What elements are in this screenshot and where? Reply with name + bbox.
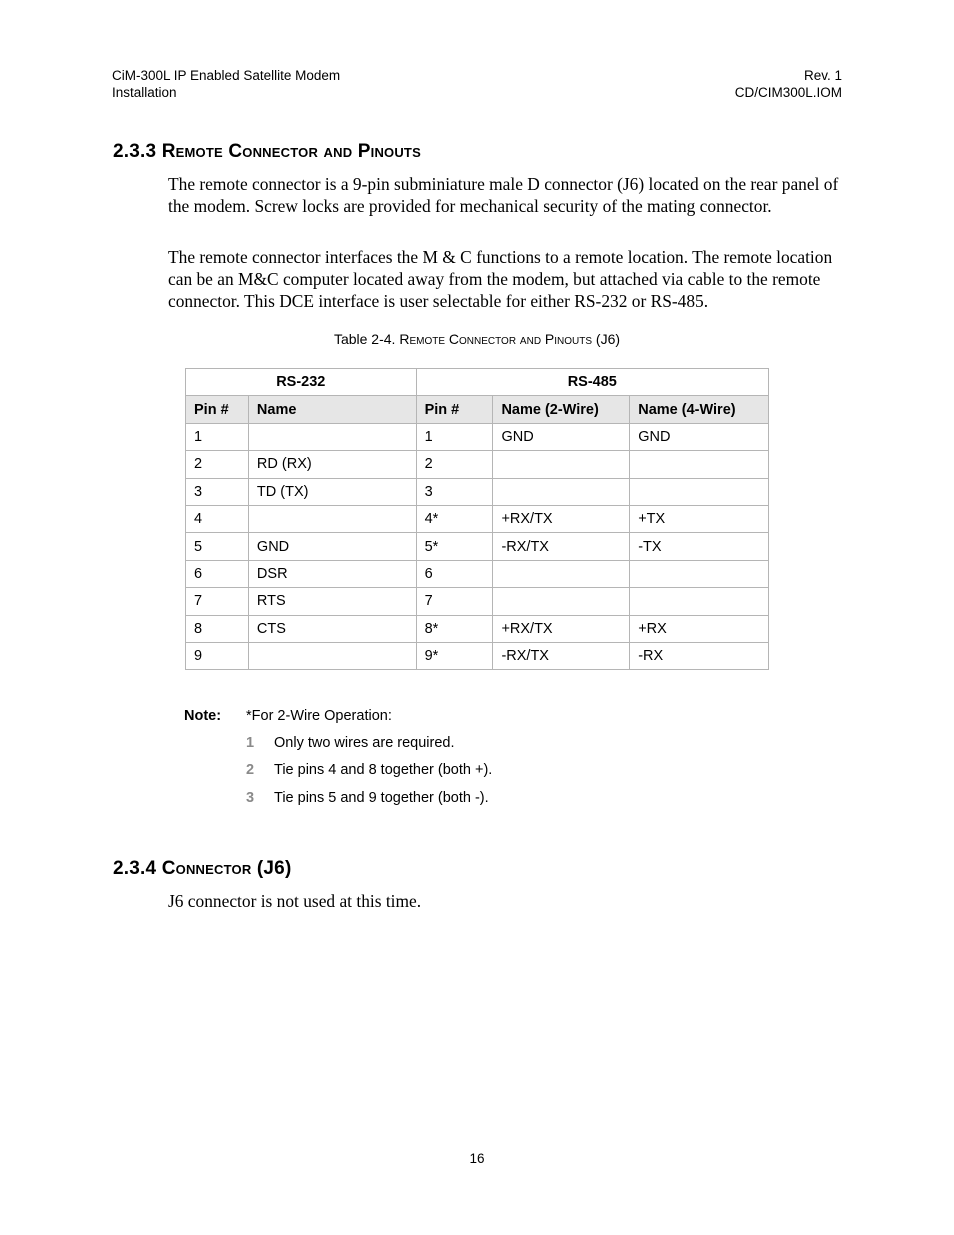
column-header: Pin # — [416, 396, 493, 423]
table-cell: 8 — [186, 615, 249, 642]
table-cell: RTS — [248, 588, 416, 615]
table-group-header-row — [186, 369, 769, 396]
table-row — [186, 423, 769, 450]
table-cell — [493, 451, 630, 478]
table-cell — [248, 423, 416, 450]
table-cell: GND — [630, 423, 769, 450]
table-caption — [0, 331, 954, 347]
table-cell: +TX — [630, 505, 769, 532]
table-row — [186, 451, 769, 478]
list-text: Tie pins 5 and 9 together (both -). — [274, 790, 489, 806]
table-cell: 1 — [416, 423, 493, 450]
pinout-table — [185, 368, 769, 670]
list-number: 1 — [246, 735, 255, 751]
section-heading-remote-connector: 2.3.3 Remote Connector and Pinouts — [113, 141, 421, 162]
paragraph-text: J6 connector is not used at this time. — [168, 891, 422, 911]
table-cell: +RX/TX — [493, 615, 630, 642]
table-row — [186, 533, 769, 560]
note-list-item — [246, 762, 492, 778]
paragraph-j6-note — [168, 890, 844, 912]
table-cell: CTS — [248, 615, 416, 642]
paragraph-connector-description — [168, 173, 844, 217]
note-list-item — [246, 735, 455, 751]
header-document-id: CD/CIM300L.IOM — [734, 85, 842, 100]
table-cell: 9* — [416, 642, 493, 669]
list-number: 3 — [246, 790, 255, 806]
table-cell: TD (TX) — [248, 478, 416, 505]
table-cell: -RX/TX — [493, 642, 630, 669]
table-cell: 6 — [186, 560, 249, 587]
table-cell — [630, 588, 769, 615]
table-cell: 6 — [416, 560, 493, 587]
list-text: Tie pins 4 and 8 together (both +). — [274, 762, 493, 778]
table-cell: 7 — [186, 588, 249, 615]
list-number: 2 — [246, 762, 255, 778]
table-cell — [248, 642, 416, 669]
table-cell: RD (RX) — [248, 451, 416, 478]
list-text: Only two wires are required. — [274, 735, 455, 751]
table-cell — [630, 560, 769, 587]
table-cell: +RX/TX — [493, 505, 630, 532]
table-row — [186, 478, 769, 505]
page-number: 16 — [469, 1151, 485, 1166]
table-cell: GND — [493, 423, 630, 450]
table-cell: 5 — [186, 533, 249, 560]
table-row — [186, 615, 769, 642]
paragraph-text: The remote connector interfaces the M & C functions to a remote location. The remote location can be an M&C computer located away from the modem, but attached via cable to the remote connector. This DCE interface is user selectable for either RS-232 or RS-485. — [168, 247, 833, 311]
caption-prefix: Table 2-4. — [333, 331, 400, 347]
table-cell: -TX — [630, 533, 769, 560]
table-cell: 7 — [416, 588, 493, 615]
table-cell — [248, 505, 416, 532]
table-cell: 4* — [416, 505, 493, 532]
table-cell: GND — [248, 533, 416, 560]
table-cell: 5* — [416, 533, 493, 560]
table-cell — [493, 560, 630, 587]
note-list-item — [246, 790, 489, 806]
table-cell: -RX/TX — [493, 533, 630, 560]
running-header-left — [112, 67, 340, 101]
paragraph-interface-description — [168, 246, 844, 312]
header-product-title: CiM-300L IP Enabled Satellite Modem — [112, 68, 341, 83]
table-cell: 1 — [186, 423, 249, 450]
header-revision: Rev. 1 — [803, 68, 842, 83]
running-header-right — [735, 67, 842, 101]
table-cell — [493, 478, 630, 505]
section-heading-connector-j6: 2.3.4 Connector (J6) — [113, 858, 292, 879]
table-cell: 9 — [186, 642, 249, 669]
table-cell: 2 — [186, 451, 249, 478]
table-cell — [493, 588, 630, 615]
paragraph-text: The remote connector is a 9-pin subminiature male D connector (J6) located on the rear panel of the modem. Screw locks are provided for mechanical security of the mating connector. — [168, 174, 839, 216]
header-chapter: Installation — [112, 85, 177, 100]
caption-suffix: (J6) — [592, 331, 621, 347]
note-intro: *For 2-Wire Operation: — [246, 708, 392, 724]
column-header: Name (4-Wire) — [630, 396, 769, 423]
table-row — [186, 560, 769, 587]
note-label: Note: — [184, 708, 222, 724]
table-cell: 2 — [416, 451, 493, 478]
table-cell: 3 — [416, 478, 493, 505]
table-row — [186, 505, 769, 532]
group-header-rs232: RS-232 — [186, 369, 417, 396]
table-cell: 8* — [416, 615, 493, 642]
group-header-rs485: RS-485 — [416, 369, 768, 396]
table-cell: 3 — [186, 478, 249, 505]
table-cell: 4 — [186, 505, 249, 532]
column-header: Name (2-Wire) — [493, 396, 630, 423]
table-cell: -RX — [630, 642, 769, 669]
caption-title: Remote Connector and Pinouts — [399, 331, 593, 347]
table-cell: +RX — [630, 615, 769, 642]
table-column-header-row — [186, 396, 769, 423]
column-header: Name — [248, 396, 416, 423]
table-row — [186, 642, 769, 669]
table-row — [186, 588, 769, 615]
column-header: Pin # — [186, 396, 249, 423]
table-cell: DSR — [248, 560, 416, 587]
table-cell — [630, 451, 769, 478]
table-cell — [630, 478, 769, 505]
